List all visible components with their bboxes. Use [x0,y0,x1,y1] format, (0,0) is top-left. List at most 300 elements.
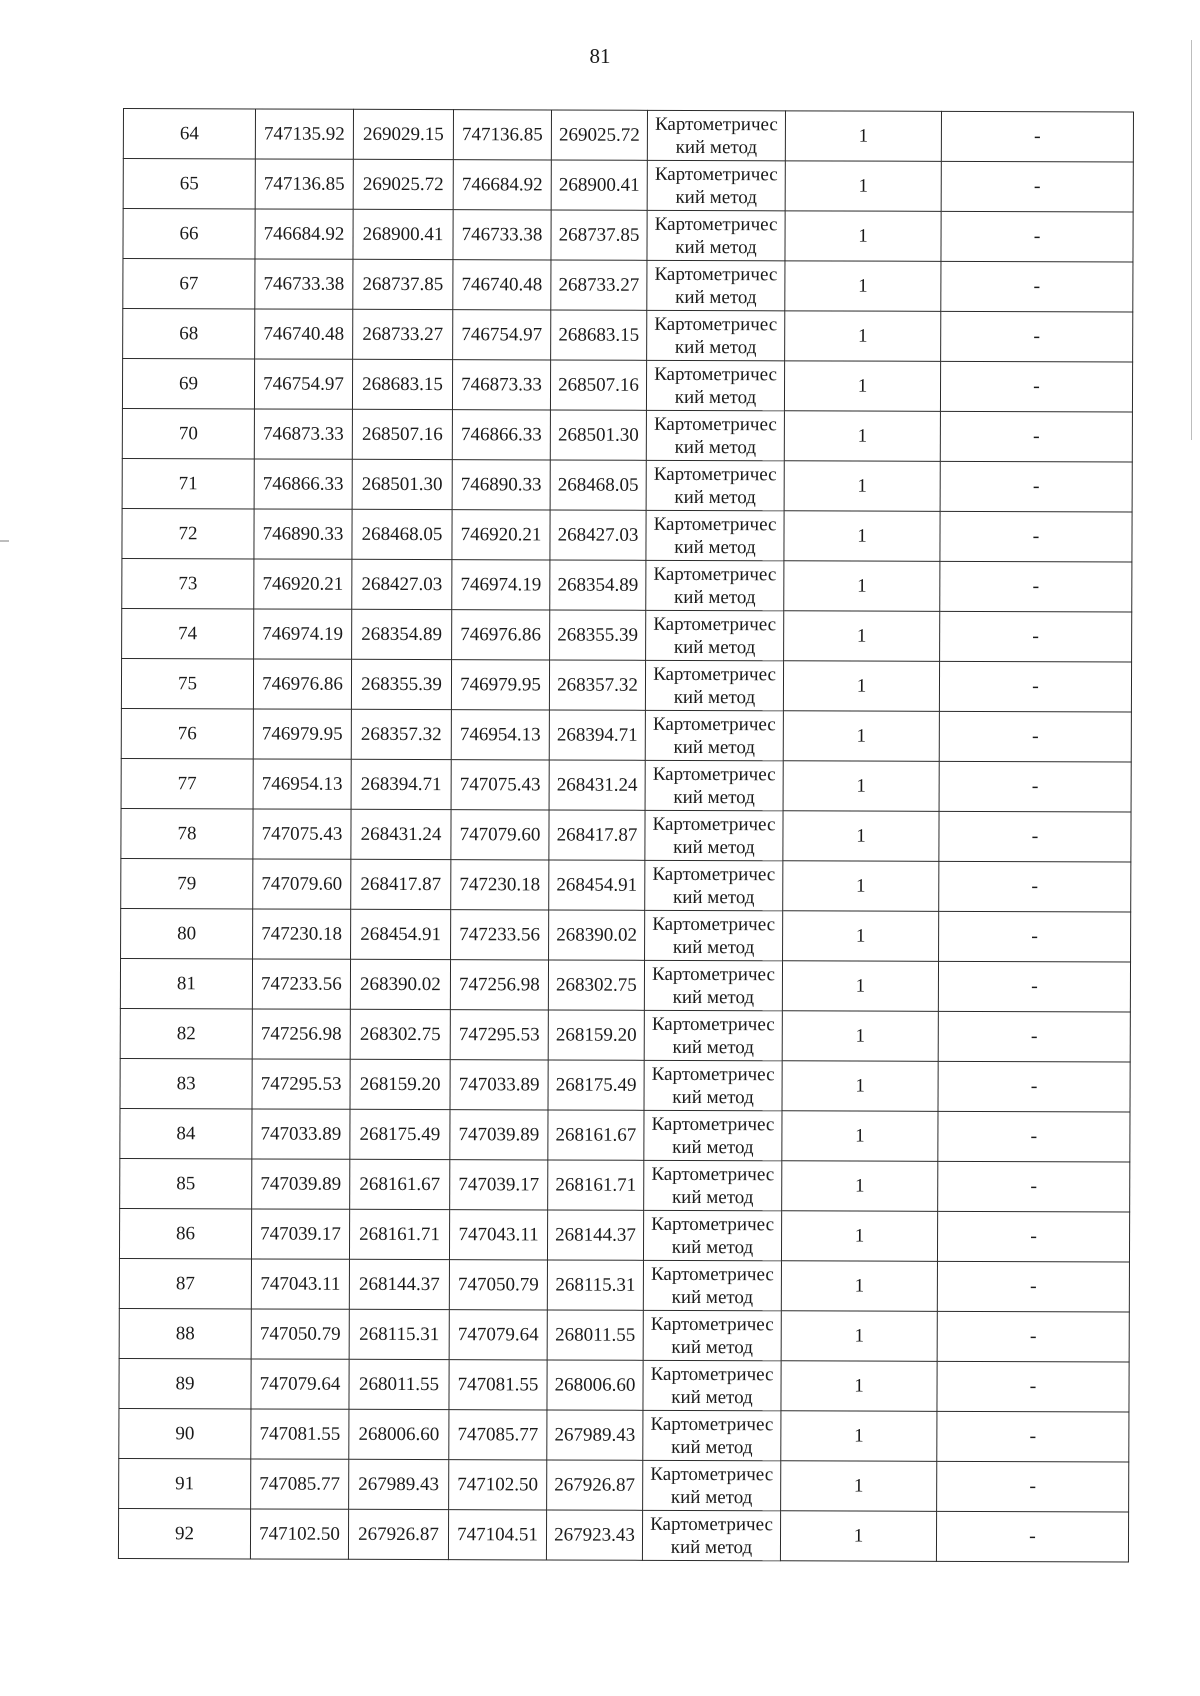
table-row [121,758,1131,812]
note-cell: - [941,311,1133,362]
method-line-1: Картометричес [651,1213,775,1235]
accuracy-cell: 1 [782,961,938,1012]
method-line-1: Картометричес [652,963,775,985]
start-y-cell: 268357.32 [351,709,451,759]
start-x-cell: 746733.38 [255,259,353,309]
start-y-cell: 268011.55 [349,1359,449,1409]
note-cell: - [940,361,1132,412]
note-cell: - [939,811,1131,862]
accuracy-cell: 1 [781,1361,937,1412]
end-x-cell: 747075.43 [451,760,549,810]
method-line-1: Картометричес [651,1013,775,1035]
start-x-cell: 747230.18 [253,909,351,959]
method-line-1: Картометричес [653,613,777,635]
point-number-cell: 67 [123,259,255,309]
end-x-cell: 747081.55 [449,1360,547,1410]
point-number-cell: 82 [120,1008,252,1058]
start-y-cell: 267989.43 [349,1459,449,1509]
accuracy-cell: 1 [785,111,941,162]
method-cell [646,610,784,660]
method-cell [642,1510,780,1560]
end-y-cell: 268355.39 [550,610,646,660]
start-x-cell: 747039.17 [251,1209,349,1259]
accuracy-cell: 1 [783,861,939,912]
end-x-cell: 746740.48 [453,260,551,310]
end-y-cell: 268006.60 [547,1360,643,1410]
start-y-cell: 268417.87 [351,859,451,909]
method-cell [646,460,784,510]
start-y-cell: 268733.27 [353,309,453,359]
end-x-cell: 747256.98 [450,960,548,1010]
point-number-cell: 64 [123,109,255,159]
point-number-cell: 86 [119,1208,251,1258]
start-x-cell: 747075.43 [253,809,351,859]
table-row [120,1158,1130,1212]
start-x-cell: 747081.55 [251,1409,349,1459]
point-number-cell: 79 [121,858,253,908]
method-cell [645,860,783,910]
point-number-cell: 90 [119,1408,251,1458]
table-row [121,708,1131,762]
table-row [119,1308,1129,1362]
accuracy-cell: 1 [781,1411,937,1462]
note-cell: - [940,411,1132,462]
end-y-cell: 268161.67 [548,1110,644,1160]
table-row [123,309,1133,363]
method-line-1: Картометричес [650,1513,774,1535]
method-line-2: кий метод [674,336,757,358]
accuracy-cell: 1 [783,811,939,862]
accuracy-cell: 1 [784,411,940,462]
start-x-cell: 747079.60 [253,859,351,909]
point-number-cell: 88 [119,1308,251,1358]
end-y-cell: 268737.85 [551,210,647,260]
note-cell: - [937,1361,1129,1412]
end-x-cell: 747050.79 [449,1260,547,1310]
end-y-cell: 268431.24 [549,760,645,810]
scan-edge-mark-right [1191,40,1192,440]
method-line-2: кий метод [674,586,756,608]
note-cell: - [941,261,1133,312]
method-cell [644,1010,782,1060]
end-x-cell: 747079.60 [451,810,549,860]
method-cell [645,710,783,760]
method-line-2: кий метод [675,286,757,308]
start-y-cell: 268161.71 [349,1209,449,1259]
table-row [119,1408,1129,1462]
method-line-2: кий метод [674,486,756,508]
method-line-2: кий метод [672,1036,754,1058]
accuracy-cell: 1 [781,1261,937,1312]
table-row [119,1458,1129,1512]
note-cell: - [940,461,1132,512]
note-cell: - [940,611,1132,662]
accuracy-cell: 1 [782,1061,938,1112]
end-y-cell: 268501.30 [550,410,646,460]
end-x-cell: 746754.97 [453,310,551,360]
method-line-2: кий метод [671,1386,753,1408]
start-x-cell: 747295.53 [252,1059,350,1109]
scan-edge-mark-left [0,540,9,542]
method-line-1: Картометричес [654,113,778,135]
method-cell [646,410,784,460]
accuracy-cell: 1 [783,911,939,962]
start-x-cell: 747233.56 [252,959,350,1009]
method-line-1: Картометричес [650,1313,774,1335]
note-cell: - [938,1161,1130,1212]
start-x-cell: 747033.89 [252,1109,350,1159]
note-cell: - [937,1211,1129,1262]
method-line-2: кий метод [670,1486,753,1508]
start-x-cell: 746920.21 [254,559,352,609]
start-x-cell: 747136.85 [255,159,353,209]
start-y-cell: 268175.49 [350,1109,450,1159]
start-x-cell: 746974.19 [254,609,352,659]
end-y-cell: 268417.87 [549,810,645,860]
table-row [119,1208,1129,1262]
end-y-cell: 268427.03 [550,510,646,560]
end-x-cell: 746873.33 [452,360,550,410]
table-row [121,808,1131,862]
accuracy-cell: 1 [781,1461,937,1512]
point-number-cell: 66 [123,209,255,259]
accuracy-cell: 1 [785,261,941,312]
accuracy-cell: 1 [784,361,940,412]
table-row [122,359,1132,413]
start-y-cell: 268683.15 [352,359,452,409]
start-x-cell: 747079.64 [251,1359,349,1409]
method-cell [646,510,784,560]
method-line-1: Картометричес [653,663,776,685]
point-number-cell: 78 [121,808,253,858]
note-cell: - [938,961,1130,1012]
method-line-1: Картометричес [650,1463,774,1485]
table-row [122,508,1132,562]
accuracy-cell: 1 [784,461,940,512]
point-number-cell: 92 [118,1508,250,1558]
start-y-cell: 268390.02 [350,959,450,1009]
end-y-cell: 267989.43 [547,1410,643,1460]
start-y-cell: 268468.05 [352,509,452,559]
method-line-1: Картометричес [653,463,777,485]
method-line-1: Картометричес [654,213,778,235]
end-y-cell: 267926.87 [547,1460,643,1510]
method-line-2: кий метод [675,236,757,258]
method-cell [645,910,783,960]
method-cell [646,560,784,610]
start-x-cell: 747043.11 [251,1259,349,1309]
note-cell: - [939,761,1131,812]
end-x-cell: 747033.89 [450,1060,548,1110]
end-y-cell: 268175.49 [548,1060,644,1110]
end-y-cell: 268390.02 [549,910,645,960]
end-y-cell: 268357.32 [549,660,645,710]
note-cell: - [938,1061,1130,1112]
point-number-cell: 75 [121,658,253,708]
note-cell: - [941,111,1133,162]
accuracy-cell: 1 [784,561,940,612]
method-line-2: кий метод [674,536,756,558]
method-cell [647,260,785,310]
note-cell: - [937,1311,1129,1362]
method-cell [643,1310,781,1360]
table-row [121,658,1131,712]
start-x-cell: 747085.77 [251,1459,349,1509]
end-x-cell: 747039.89 [450,1110,548,1160]
coordinates-table [118,108,1134,1563]
table-row [123,109,1133,163]
method-cell [643,1360,781,1410]
method-cell [643,1460,781,1510]
point-number-cell: 84 [120,1108,252,1158]
end-y-cell: 268683.15 [551,310,647,360]
point-number-cell: 81 [120,958,252,1008]
note-cell: - [939,861,1131,912]
method-cell [644,1160,782,1210]
method-line-1: Картометричес [654,163,778,185]
point-number-cell: 80 [121,908,253,958]
table-row [122,408,1132,462]
table-row [119,1258,1129,1312]
start-y-cell: 268454.91 [351,909,451,959]
point-number-cell: 76 [121,708,253,758]
end-x-cell: 747295.53 [450,1010,548,1060]
accuracy-cell: 1 [782,1111,938,1162]
table-row [122,558,1132,612]
accuracy-cell: 1 [780,1511,936,1562]
method-line-2: кий метод [673,686,756,708]
start-y-cell: 268115.31 [349,1309,449,1359]
end-x-cell: 747085.77 [449,1410,547,1460]
method-line-2: кий метод [671,1286,754,1308]
method-line-2: кий метод [671,1236,754,1258]
start-x-cell: 746979.95 [253,709,351,759]
method-line-2: кий метод [672,936,755,958]
table-row [122,458,1132,512]
start-x-cell: 747102.50 [250,1509,348,1559]
method-cell [646,360,784,410]
method-cell [645,760,783,810]
point-number-cell: 71 [122,458,254,508]
table-row [122,608,1132,662]
accuracy-cell: 1 [783,711,939,762]
method-line-1: Картометричес [650,1363,774,1385]
table-row [123,209,1133,263]
method-line-2: кий метод [670,1536,753,1558]
method-line-1: Картометричес [653,513,777,535]
method-line-1: Картометричес [653,413,777,435]
end-x-cell: 746684.92 [453,160,551,210]
end-x-cell: 746733.38 [453,210,551,260]
method-line-1: Картометричес [650,1413,774,1435]
point-number-cell: 77 [121,758,253,808]
note-cell: - [940,511,1132,562]
start-y-cell: 268507.16 [352,409,452,459]
method-cell [644,1060,782,1110]
method-line-1: Картометричес [652,763,776,785]
method-line-2: кий метод [672,1136,754,1158]
method-line-2: кий метод [673,736,756,758]
accuracy-cell: 1 [785,311,941,362]
table-body [118,109,1133,1563]
table-row [121,908,1131,962]
method-line-2: кий метод [672,1086,754,1108]
note-cell: - [936,1511,1128,1562]
method-cell [643,1260,781,1310]
start-x-cell: 747050.79 [251,1309,349,1359]
start-x-cell: 746740.48 [255,309,353,359]
method-cell [647,310,785,360]
point-number-cell: 87 [119,1258,251,1308]
point-number-cell: 65 [123,159,255,209]
method-line-1: Картометричес [651,1113,775,1135]
start-x-cell: 746866.33 [254,459,352,509]
start-x-cell: 746684.92 [255,209,353,259]
note-cell: - [941,161,1133,212]
table-row [121,858,1131,912]
end-x-cell: 747039.17 [450,1160,548,1210]
accuracy-cell: 1 [781,1211,937,1262]
end-x-cell: 746954.13 [451,710,549,760]
accuracy-cell: 1 [782,1011,938,1062]
method-line-2: кий метод [671,1436,753,1458]
end-x-cell: 746976.86 [452,610,550,660]
accuracy-cell: 1 [785,211,941,262]
table-row [120,1108,1130,1162]
method-line-2: кий метод [672,986,755,1008]
accuracy-cell: 1 [782,1161,938,1212]
start-y-cell: 268394.71 [351,759,451,809]
end-y-cell: 268900.41 [551,160,647,210]
end-x-cell: 747079.64 [449,1310,547,1360]
end-y-cell: 268507.16 [550,360,646,410]
end-x-cell: 747233.56 [451,910,549,960]
table-row [123,159,1133,213]
start-y-cell: 268159.20 [350,1059,450,1109]
start-y-cell: 268900.41 [353,209,453,259]
method-line-2: кий метод [675,186,757,208]
method-line-2: кий метод [671,1336,753,1358]
start-y-cell: 269025.72 [353,159,453,209]
method-line-1: Картометричес [651,1163,775,1185]
end-y-cell: 268159.20 [548,1010,644,1060]
end-x-cell: 747102.50 [449,1460,547,1510]
end-y-cell: 268115.31 [547,1260,643,1310]
coordinates-table-wrapper [118,108,1133,1563]
end-x-cell: 746979.95 [451,660,549,710]
note-cell: - [941,211,1133,262]
method-line-2: кий метод [673,786,755,808]
note-cell: - [939,711,1131,762]
method-line-2: кий метод [672,886,755,908]
page-number: 81 [589,44,611,68]
start-y-cell: 268302.75 [350,1009,450,1059]
method-line-1: Картометричес [652,863,776,885]
note-cell: - [937,1411,1129,1462]
table-row [120,1058,1130,1112]
note-cell: - [937,1461,1129,1512]
end-y-cell: 268354.89 [550,560,646,610]
end-y-cell: 268468.05 [550,460,646,510]
table-row [120,958,1130,1012]
end-x-cell: 747230.18 [451,860,549,910]
end-x-cell: 747136.85 [453,110,551,160]
start-y-cell: 269029.15 [353,109,453,159]
end-x-cell: 746866.33 [452,410,550,460]
table-row [119,1358,1129,1412]
method-cell [647,210,785,260]
end-y-cell: 268394.71 [549,710,645,760]
end-x-cell: 747104.51 [448,1510,546,1560]
method-line-1: Картометричес [654,313,778,335]
end-y-cell: 268733.27 [551,260,647,310]
note-cell: - [940,561,1132,612]
accuracy-cell: 1 [784,511,940,562]
method-line-1: Картометричес [652,813,776,835]
end-y-cell: 268454.91 [549,860,645,910]
start-x-cell: 746873.33 [254,409,352,459]
accuracy-cell: 1 [783,661,939,712]
start-y-cell: 267926.87 [348,1509,448,1559]
method-cell [643,1410,781,1460]
start-y-cell: 268431.24 [351,809,451,859]
method-line-1: Картометричес [650,1263,774,1285]
note-cell: - [937,1261,1129,1312]
end-y-cell: 268144.37 [547,1210,643,1260]
method-line-1: Картометричес [654,263,778,285]
point-number-cell: 68 [123,309,255,359]
start-y-cell: 268355.39 [351,659,451,709]
method-cell [647,110,785,160]
accuracy-cell: 1 [781,1311,937,1362]
end-x-cell: 747043.11 [449,1210,547,1260]
start-y-cell: 268006.60 [349,1409,449,1459]
start-y-cell: 268737.85 [353,259,453,309]
start-y-cell: 268427.03 [352,559,452,609]
method-cell [647,160,785,210]
method-line-2: кий метод [675,136,758,158]
start-y-cell: 268144.37 [349,1259,449,1309]
point-number-cell: 91 [119,1458,251,1508]
method-line-2: кий метод [673,636,756,658]
point-number-cell: 85 [120,1158,252,1208]
note-cell: - [939,661,1131,712]
method-line-1: Картометричес [654,363,778,385]
method-cell [644,1110,782,1160]
end-x-cell: 746920.21 [452,510,550,560]
method-cell [644,960,782,1010]
start-x-cell: 747256.98 [252,1009,350,1059]
end-x-cell: 746890.33 [452,460,550,510]
start-x-cell: 746954.13 [253,759,351,809]
accuracy-cell: 1 [783,761,939,812]
point-number-cell: 83 [120,1058,252,1108]
start-x-cell: 746754.97 [254,359,352,409]
end-y-cell: 268161.71 [548,1160,644,1210]
end-y-cell: 268302.75 [548,960,644,1010]
start-y-cell: 268354.89 [352,609,452,659]
table-row [118,1508,1128,1562]
method-line-1: Картометричес [651,1063,775,1085]
method-line-2: кий метод [671,1186,754,1208]
note-cell: - [938,1111,1130,1162]
method-line-2: кий метод [673,836,755,858]
start-x-cell: 747039.89 [252,1159,350,1209]
start-x-cell: 746890.33 [254,509,352,559]
end-y-cell: 267923.43 [546,1510,642,1560]
note-cell: - [938,1011,1130,1062]
method-line-2: кий метод [674,386,757,408]
